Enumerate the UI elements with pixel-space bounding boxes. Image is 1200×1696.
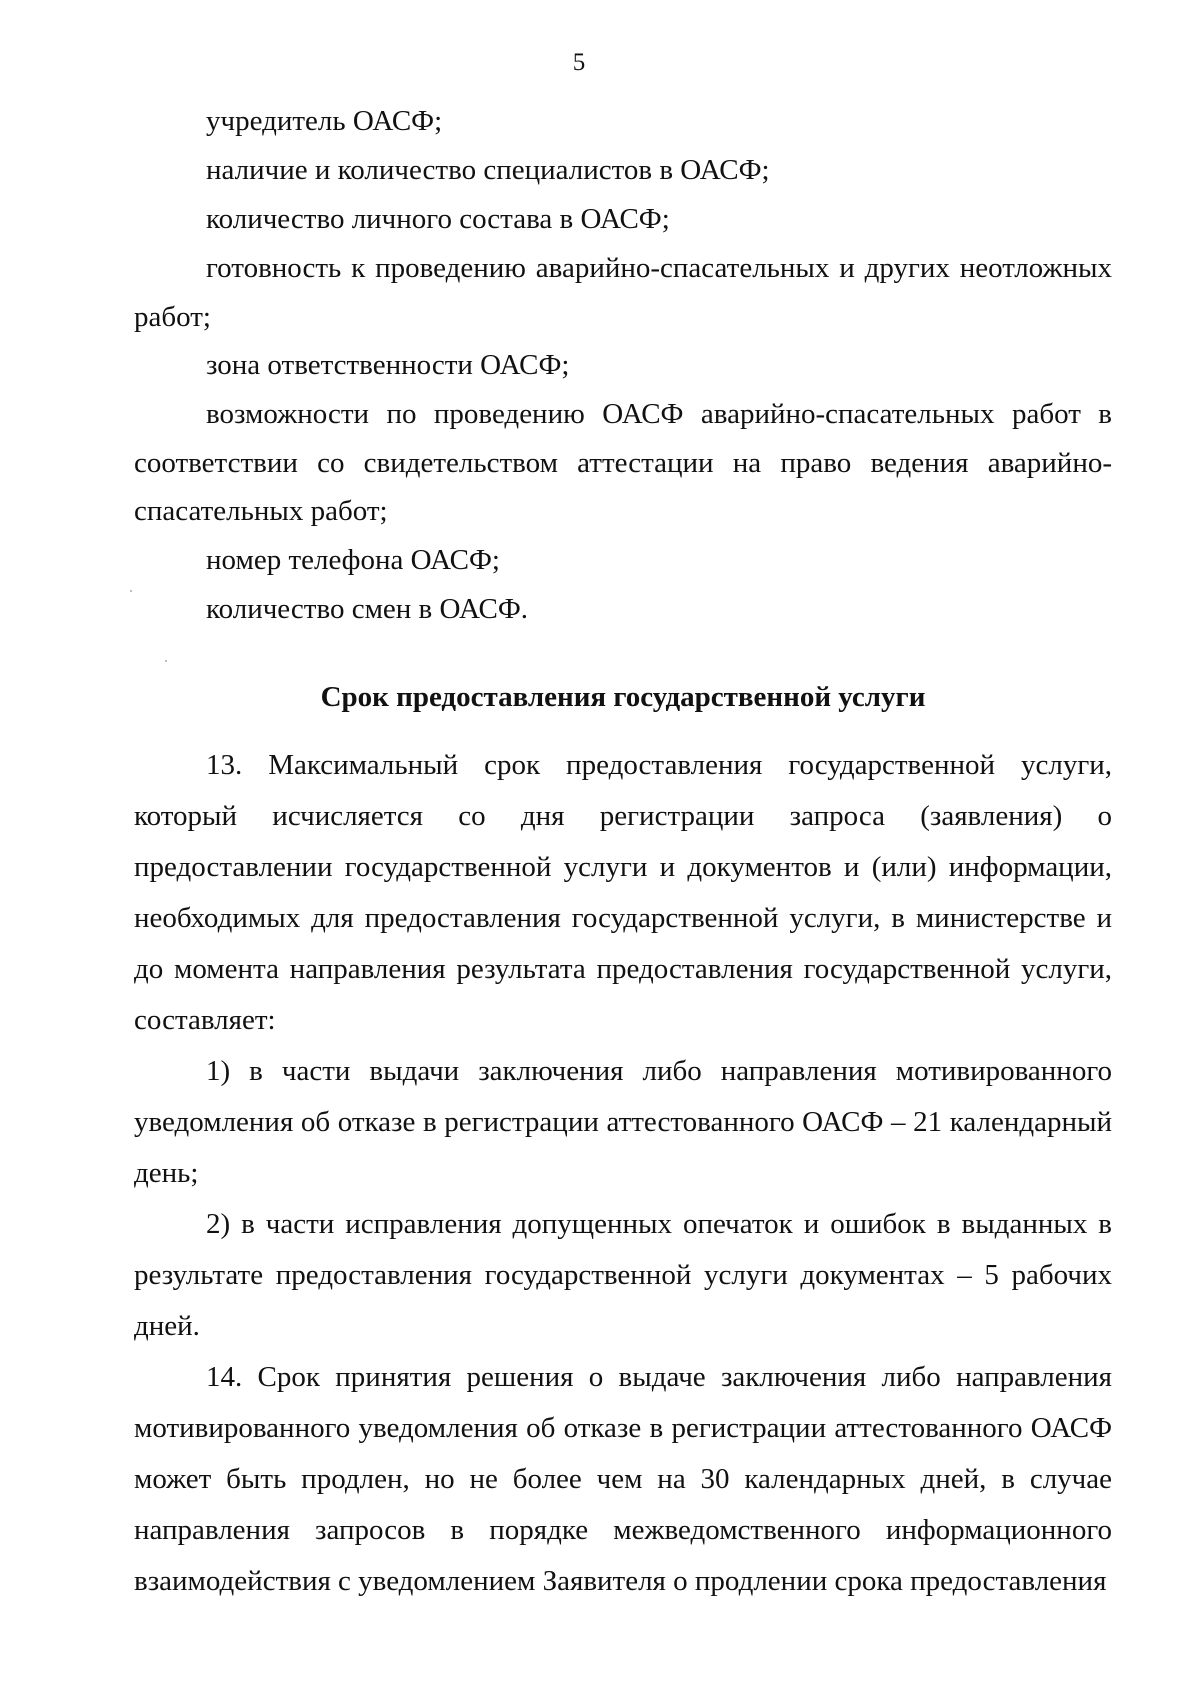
page-content	[134, 97, 1112, 1607]
scan-speck	[165, 660, 167, 662]
list-item: зона ответственности ОАСФ;	[206, 349, 570, 381]
list-item: возможности по проведению ОАСФ аварийно-спасательных работ в соответствии со свидетельством аттестации на право ведения аварийно-спасательных работ;	[134, 398, 1112, 527]
paragraph: 14. Срок принятия решения о выдаче заключения либо направления мотивированного уведомления об отказе в регистрации аттестованного ОАСФ может быть продлен, но не более чем на 30 календарных дней, в случае направления запросов в порядке межведомственного информационного взаимодействия с уведомлением Заявителя о продлении срока предоставления	[134, 1360, 1112, 1597]
list-item: учредитель ОАСФ;	[206, 105, 443, 137]
list-item: номер телефона ОАСФ;	[206, 543, 500, 576]
paragraph: 1) в части выдачи заключения либо направления мотивированного уведомления об отказе в регистрации аттестованного ОАСФ – 21 календарный день;	[134, 1054, 1112, 1189]
list-item: готовность к проведению аварийно-спасательных и других неотложных работ;	[134, 252, 1112, 333]
paragraph: 2) в части исправления допущенных опечаток и ошибок в выданных в результате предоставления государственной услуги документах – 5 рабочих дней.	[134, 1207, 1112, 1342]
paragraph: 13. Максимальный срок предоставления государственной услуги, который исчисляется со дня регистрации запроса (заявления) о предоставлении государственной услуги и документов и (или) информации, необходимых для предоставления государственной услуги, в министерстве и до момента направления результата предоставления государственной услуги, составляет:	[134, 748, 1112, 1036]
list-item: количество смен в ОАСФ.	[206, 592, 529, 625]
list-item: наличие и количество специалистов в ОАСФ;	[206, 154, 770, 186]
list-item: количество личного состава в ОАСФ;	[206, 203, 670, 235]
scan-speck	[130, 590, 132, 592]
section-heading: Срок предоставления государственной услуги	[320, 680, 926, 713]
page-number: 5	[572, 49, 586, 76]
